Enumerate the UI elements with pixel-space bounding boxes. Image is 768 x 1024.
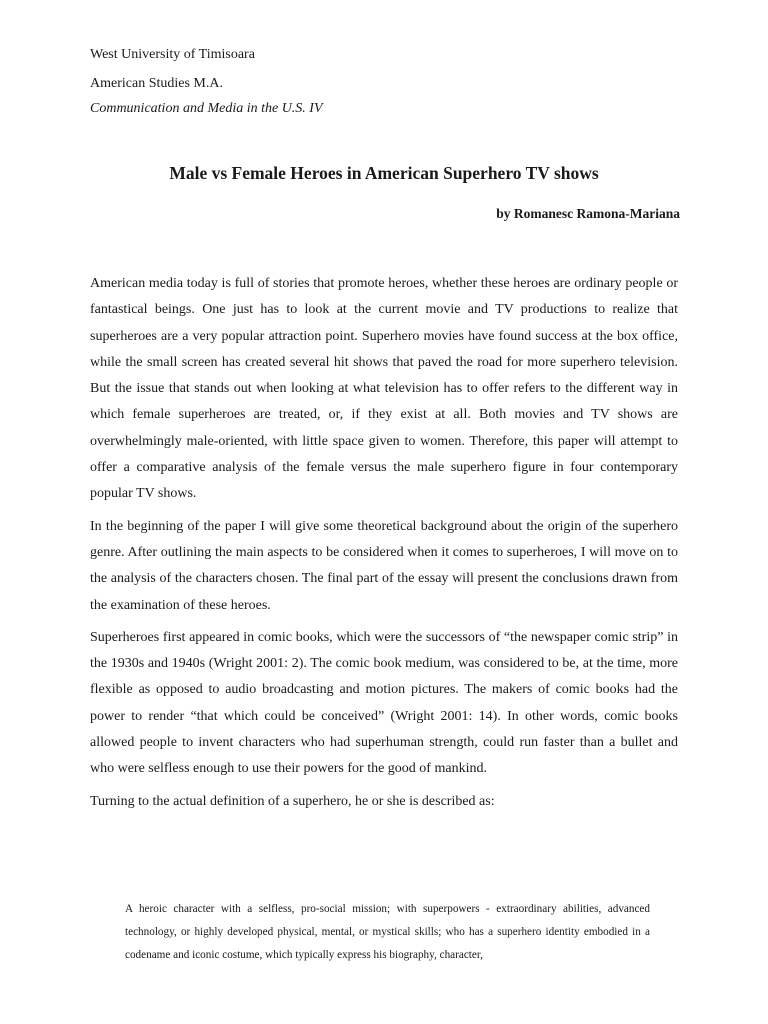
paragraph-definition-lead: Turning to the actual definition of a superhero, he or she is described as: xyxy=(90,793,495,809)
paragraph-intro: American media today is full of stories that promote heroes, whether these heroes are ordinary people or fantastical beings. One just has to look at the current movie and TV productions to realize that superheroes are a very popular attraction point. Superhero movies have found success at the box office, while the small screen has created several hit shows that paved the road for more superhero television. But the issue that stands out when looking at what television has to offer refers to the different way in which female superheroes are treated, or, if they exist at all. Both movies and TV shows are overwhelmingly male-oriented, with little space given to women. Therefore, this paper will attempt to offer a comparative analysis of the female versus the male superhero figure in four contemporary popular TV shows. xyxy=(90,276,678,502)
paragraph-outline: In the beginning of the paper I will give some theoretical background about the origin of the superhero genre. After outlining the main aspects to be considered when it comes to superheroes, I will move on to the analysis of the characters chosen. The final part of the essay will present the conclusions drawn from the examination of these heroes. xyxy=(90,518,678,613)
block-quote xyxy=(125,898,650,967)
course-name: Communication and Media in the U.S. IV xyxy=(90,101,323,116)
university-name: West University of Timisoara xyxy=(90,47,255,62)
author-byline: by Romanesc Ramona-Mariana xyxy=(496,206,680,221)
block-quote-text: A heroic character with a selfless, pro-social mission; with superpowers - extraordinary abilities, advanced technology, or highly developed physical, mental, or mystical skills; who has a superhero identity embodied in a codename and iconic costume, which typically express his biography, character, xyxy=(125,903,650,961)
program-name: American Studies M.A. xyxy=(90,76,223,91)
body-text xyxy=(90,271,678,821)
document-title: Male vs Female Heroes in American Superhero TV shows xyxy=(169,163,599,183)
paragraph-history: Superheroes first appeared in comic books, which were the successors of “the newspaper comic strip” in the 1930s and 1940s (Wright 2001: 2). The comic book medium, was considered to be, at the time, more flexible as opposed to audio broadcasting and motion pictures. The makers of comic books had the power to render “that which could be conceived” (Wright 2001: 14). In other words, comic books allowed people to invent characters who had superhuman strength, could run faster than a bullet and who were selfless enough to use their powers for the good of mankind. xyxy=(90,629,678,777)
